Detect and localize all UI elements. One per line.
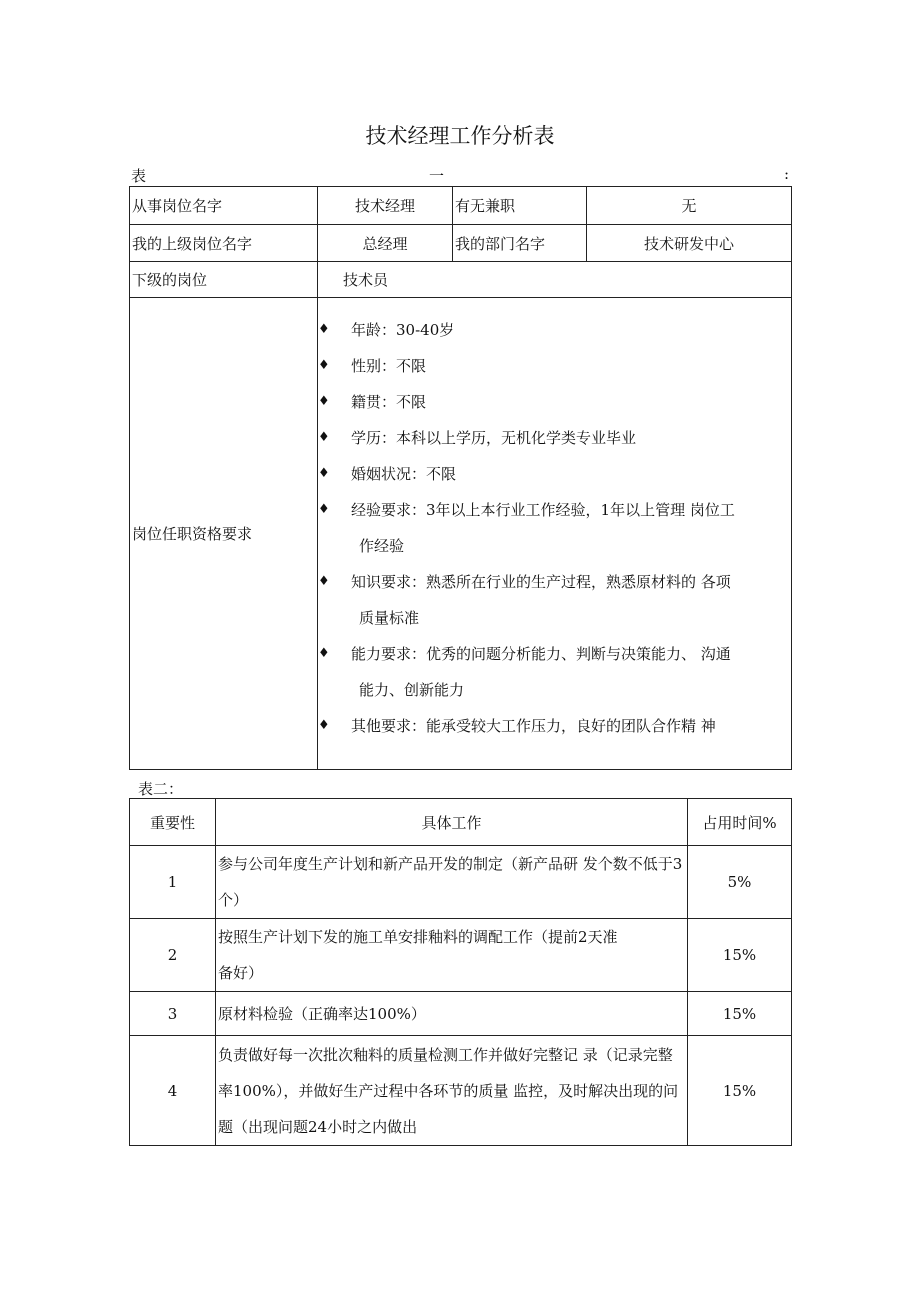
- qualification-item: ♦ 知识要求：熟悉所在行业的生产过程，熟悉原材料的 各项 质量标准: [318, 564, 787, 636]
- time-cell: 15%: [688, 1036, 792, 1146]
- table2-caption: 表二：: [138, 780, 184, 798]
- importance-cell: 3: [130, 992, 216, 1036]
- page-title: 技术经理工作分析表: [365, 124, 555, 148]
- diamond-bullet-icon: ♦: [318, 322, 330, 337]
- qualification-item: ♦ 能力要求：优秀的问题分析能力、判断与决策能力、 沟通 能力、创新能力: [318, 636, 787, 708]
- concurrent-value: 无: [587, 187, 792, 225]
- diamond-bullet-icon: ♦: [318, 646, 330, 661]
- department-value: 技术研发中心: [587, 225, 792, 262]
- qualification-label: 岗位任职资格要求: [130, 298, 318, 770]
- time-cell: 15%: [688, 919, 792, 992]
- work-duties-table: [129, 798, 792, 1146]
- importance-cell: 1: [130, 846, 216, 919]
- subordinate-label: 下级的岗位: [130, 262, 318, 298]
- qualification-item: ♦ 籍贯：不限: [318, 384, 787, 420]
- diamond-bullet-icon: ♦: [318, 466, 330, 481]
- qualification-item: ♦ 学历：本科以上学历，无机化学类专业毕业: [318, 420, 787, 456]
- work-cell: 负责做好每一次批次釉料的质量检测工作并做好完整记 录（记录完整率100%），并做好生产过程中各环节的质量 监控，及时解决出现的问题（出现问题24小时之内做出: [216, 1036, 688, 1146]
- job-info-table: [129, 186, 792, 770]
- position-value: 技术经理: [318, 187, 453, 225]
- table1-caption: [131, 165, 791, 187]
- table1-caption-left: 表: [131, 167, 147, 185]
- diamond-bullet-icon: ♦: [318, 502, 330, 517]
- diamond-bullet-icon: ♦: [318, 574, 330, 589]
- header-time: 占用时间%: [688, 799, 792, 846]
- diamond-bullet-icon: ♦: [318, 718, 330, 733]
- table-row: [130, 846, 792, 919]
- time-cell: 5%: [688, 846, 792, 919]
- qualification-item: ♦ 婚姻状况：不限: [318, 456, 787, 492]
- subordinate-value: 技术员: [318, 262, 792, 298]
- position-label: 从事岗位名字: [130, 187, 318, 225]
- department-label: 我的部门名字: [453, 225, 587, 262]
- diamond-bullet-icon: ♦: [318, 394, 330, 409]
- table-row: [130, 919, 792, 992]
- importance-cell: 4: [130, 1036, 216, 1146]
- diamond-bullet-icon: ♦: [318, 358, 330, 373]
- qualification-item: ♦ 经验要求：3年以上本行业工作经验，1年以上管理 岗位工 作经验: [318, 492, 787, 564]
- qualification-item: ♦ 年龄：30-40岁: [318, 312, 787, 348]
- table1-caption-right: :: [784, 165, 790, 183]
- table-row: [130, 992, 792, 1036]
- work-cell: 原材料检验（正确率达100%）: [216, 992, 688, 1036]
- header-importance: 重要性: [130, 799, 216, 846]
- superior-label: 我的上级岗位名字: [130, 225, 318, 262]
- work-cell: 参与公司年度生产计划和新产品开发的制定（新产品研 发个数不低于3个）: [216, 846, 688, 919]
- qualification-item: ♦ 性别：不限: [318, 348, 787, 384]
- qualification-item: ♦ 其他要求：能承受较大工作压力，良好的团队合作精 神: [318, 708, 787, 744]
- diamond-bullet-icon: ♦: [318, 430, 330, 445]
- table1-caption-middle: 一: [429, 167, 445, 185]
- importance-cell: 2: [130, 919, 216, 992]
- time-cell: 15%: [688, 992, 792, 1036]
- superior-value: 总经理: [318, 225, 453, 262]
- header-work: 具体工作: [216, 799, 688, 846]
- table-row: [130, 1036, 792, 1146]
- concurrent-label: 有无兼职: [453, 187, 587, 225]
- work-cell: 按照生产计划下发的施工单安排釉料的调配工作（提前2天准备好）: [216, 919, 688, 992]
- qualification-list: [318, 298, 792, 770]
